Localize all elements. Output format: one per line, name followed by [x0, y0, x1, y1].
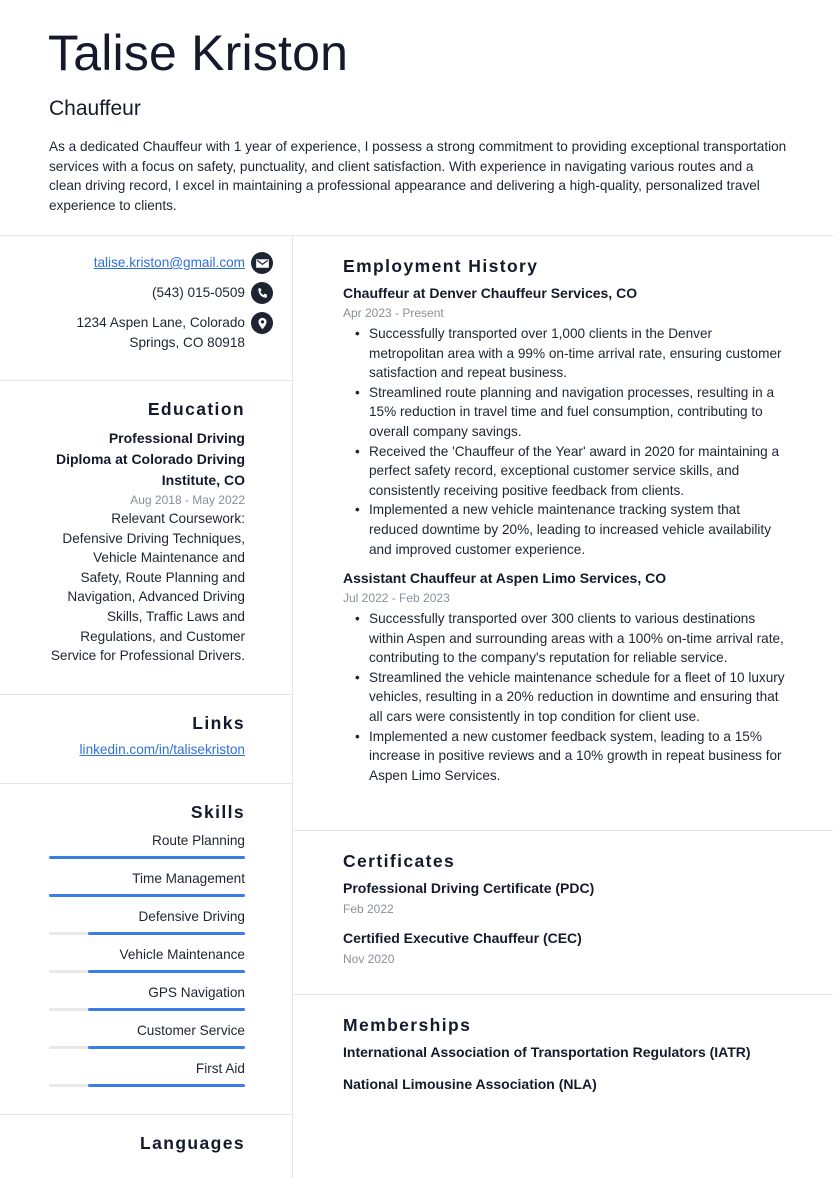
job-bullet: • Successfully transported over 1,000 clients in the Denver metropolitan area with a 99% on-time arrival rate, ensuring customer satisfaction and repeat business.	[369, 324, 789, 383]
job-bullet: • Streamlined route planning and navigation processes, resulting in a 15% reduction in travel time and fuel consumption, contributing to overall company savings.	[369, 383, 789, 442]
degree-line: Institute, CO	[161, 472, 245, 488]
degree-line: Diploma at Colorado Driving	[55, 451, 245, 467]
job-title-1: Chauffeur at Denver Chauffeur Services, CO	[343, 285, 638, 301]
skill-name: Time Management	[132, 871, 245, 886]
certificate-date: Nov 2020	[343, 952, 395, 966]
employment-section	[294, 236, 833, 831]
sidebar	[0, 236, 293, 1178]
resume-header	[0, 0, 833, 236]
languages-section	[0, 1115, 293, 1178]
job-bullets-2	[369, 609, 789, 785]
job-date-1: Apr 2023 - Present	[343, 306, 444, 320]
skill-item	[49, 984, 245, 1011]
memberships-section	[294, 995, 833, 1178]
location-pin-icon	[251, 312, 273, 334]
coursework-line: Relevant Coursework:	[111, 511, 245, 526]
email-link[interactable]: talise.kriston@gmail.com	[93, 255, 245, 270]
email-row	[94, 253, 273, 274]
job-bullet: • Received the 'Chauffeur of the Year' award in 2020 for maintaining a perfect safety record, exceptional customer service skills, and consistently receiving positive feedback from clients.	[369, 442, 789, 501]
skill-level-bar	[49, 894, 245, 897]
memberships-heading: Memberships	[343, 1015, 472, 1035]
envelope-icon	[251, 252, 273, 274]
skill-item	[49, 1022, 245, 1049]
skill-level-fill	[88, 970, 245, 973]
job-bullets-1	[369, 324, 789, 559]
candidate-name: Talise Kriston	[48, 25, 349, 81]
skill-level-bar	[49, 932, 245, 935]
skill-item	[49, 1060, 245, 1087]
coursework-line: Defensive Driving Techniques,	[62, 530, 245, 546]
skill-name: Defensive Driving	[138, 909, 245, 924]
skill-level-fill	[88, 1084, 245, 1087]
certificates-section	[294, 831, 833, 995]
languages-heading: Languages	[140, 1133, 245, 1153]
job-bullet: • Implemented a new vehicle maintenance tracking system that reduced downtime by 20%, leading to increased vehicle availability and improved customer experience.	[369, 500, 789, 559]
membership-item: International Association of Transportation Regulators (IATR)	[343, 1044, 751, 1060]
phone-icon	[251, 282, 273, 304]
skill-level-bar	[49, 970, 245, 973]
coursework-line: Service for Professional Drivers.	[50, 648, 245, 664]
education-entry	[51, 428, 245, 666]
skill-level-fill	[88, 932, 245, 935]
skill-level-bar	[49, 1084, 245, 1087]
certificate-name: Professional Driving Certificate (PDC)	[343, 880, 595, 896]
contact-section	[0, 236, 293, 381]
skill-level-fill	[49, 894, 245, 897]
membership-item: National Limousine Association (NLA)	[343, 1076, 597, 1092]
main-content	[294, 236, 833, 1178]
address-line-1: 1234 Aspen Lane, Colorado	[76, 315, 245, 330]
coursework-line: Navigation, Advanced Driving	[67, 589, 245, 605]
address	[76, 313, 245, 352]
skill-item	[49, 908, 245, 935]
links-section	[0, 695, 293, 784]
certificate-date: Feb 2022	[343, 902, 394, 916]
job-title-2: Assistant Chauffeur at Aspen Limo Services, CO	[343, 570, 667, 586]
education-heading: Education	[147, 399, 245, 419]
job-bullet: • Successfully transported over 300 clients to various destinations within Aspen and surrounding areas with a 100% on-time arrival rate, contributing to the company's reputation for reliable service.	[369, 609, 789, 668]
address-line-2: Springs, CO 80918	[129, 334, 245, 350]
skill-level-bar	[49, 856, 245, 859]
education-section	[0, 381, 293, 695]
skill-item	[49, 832, 245, 859]
job-title: Chauffeur	[49, 97, 141, 120]
skill-item	[49, 870, 245, 897]
coursework-line: Vehicle Maintenance and	[93, 550, 245, 566]
profile-summary: As a dedicated Chauffeur with 1 year of experience, I possess a strong commitment to providing exceptional transportation services with a focus on safety, punctuality, and client satisfaction. With experience in navigating various routes and a clean driving record, I excel in maintaining a professional appearance and delivering a high-quality, personalized travel experience to clients.	[49, 139, 787, 213]
employment-heading: Employment History	[343, 256, 539, 276]
skill-item	[49, 946, 245, 973]
certificates-heading: Certificates	[343, 851, 456, 871]
skill-level-fill	[88, 1046, 245, 1049]
skills-heading: Skills	[190, 802, 245, 822]
skill-name: Route Planning	[152, 833, 245, 848]
skill-level-bar	[49, 1008, 245, 1011]
links-heading: Links	[192, 713, 245, 733]
skill-level-fill	[49, 856, 245, 859]
linkedin-link[interactable]: linkedin.com/in/talisekriston	[79, 742, 245, 757]
degree-line: Professional Driving	[108, 430, 245, 446]
address-row	[76, 313, 273, 352]
skill-name: GPS Navigation	[148, 985, 245, 1000]
job-bullet: • Streamlined the vehicle maintenance schedule for a fleet of 10 luxury vehicles, resulting in a 20% reduction in downtime and ensuring that all cars were consistently in top condition for client use.	[369, 668, 789, 727]
phone-row	[152, 283, 273, 304]
skill-name: Customer Service	[136, 1023, 245, 1038]
skill-name: First Aid	[195, 1061, 245, 1076]
coursework-line: Regulations, and Customer	[80, 628, 245, 644]
job-bullet: • Implemented a new customer feedback system, leading to a 15% increase in positive reviews and a 10% growth in repeat business for Aspen Limo Services.	[369, 727, 789, 786]
skills-section	[0, 784, 293, 1115]
coursework-line: Safety, Route Planning and	[80, 569, 245, 585]
education-date: Aug 2018 - May 2022	[130, 493, 245, 507]
coursework-line: Skills, Traffic Laws and	[106, 608, 245, 624]
skill-name: Vehicle Maintenance	[119, 947, 245, 962]
education-description	[51, 509, 245, 666]
certificate-name: Certified Executive Chauffeur (CEC)	[343, 930, 582, 946]
phone-number: (543) 015-0509	[152, 285, 245, 300]
skill-level-fill	[88, 1008, 245, 1011]
skill-level-bar	[49, 1046, 245, 1049]
job-date-2: Jul 2022 - Feb 2023	[343, 591, 450, 605]
